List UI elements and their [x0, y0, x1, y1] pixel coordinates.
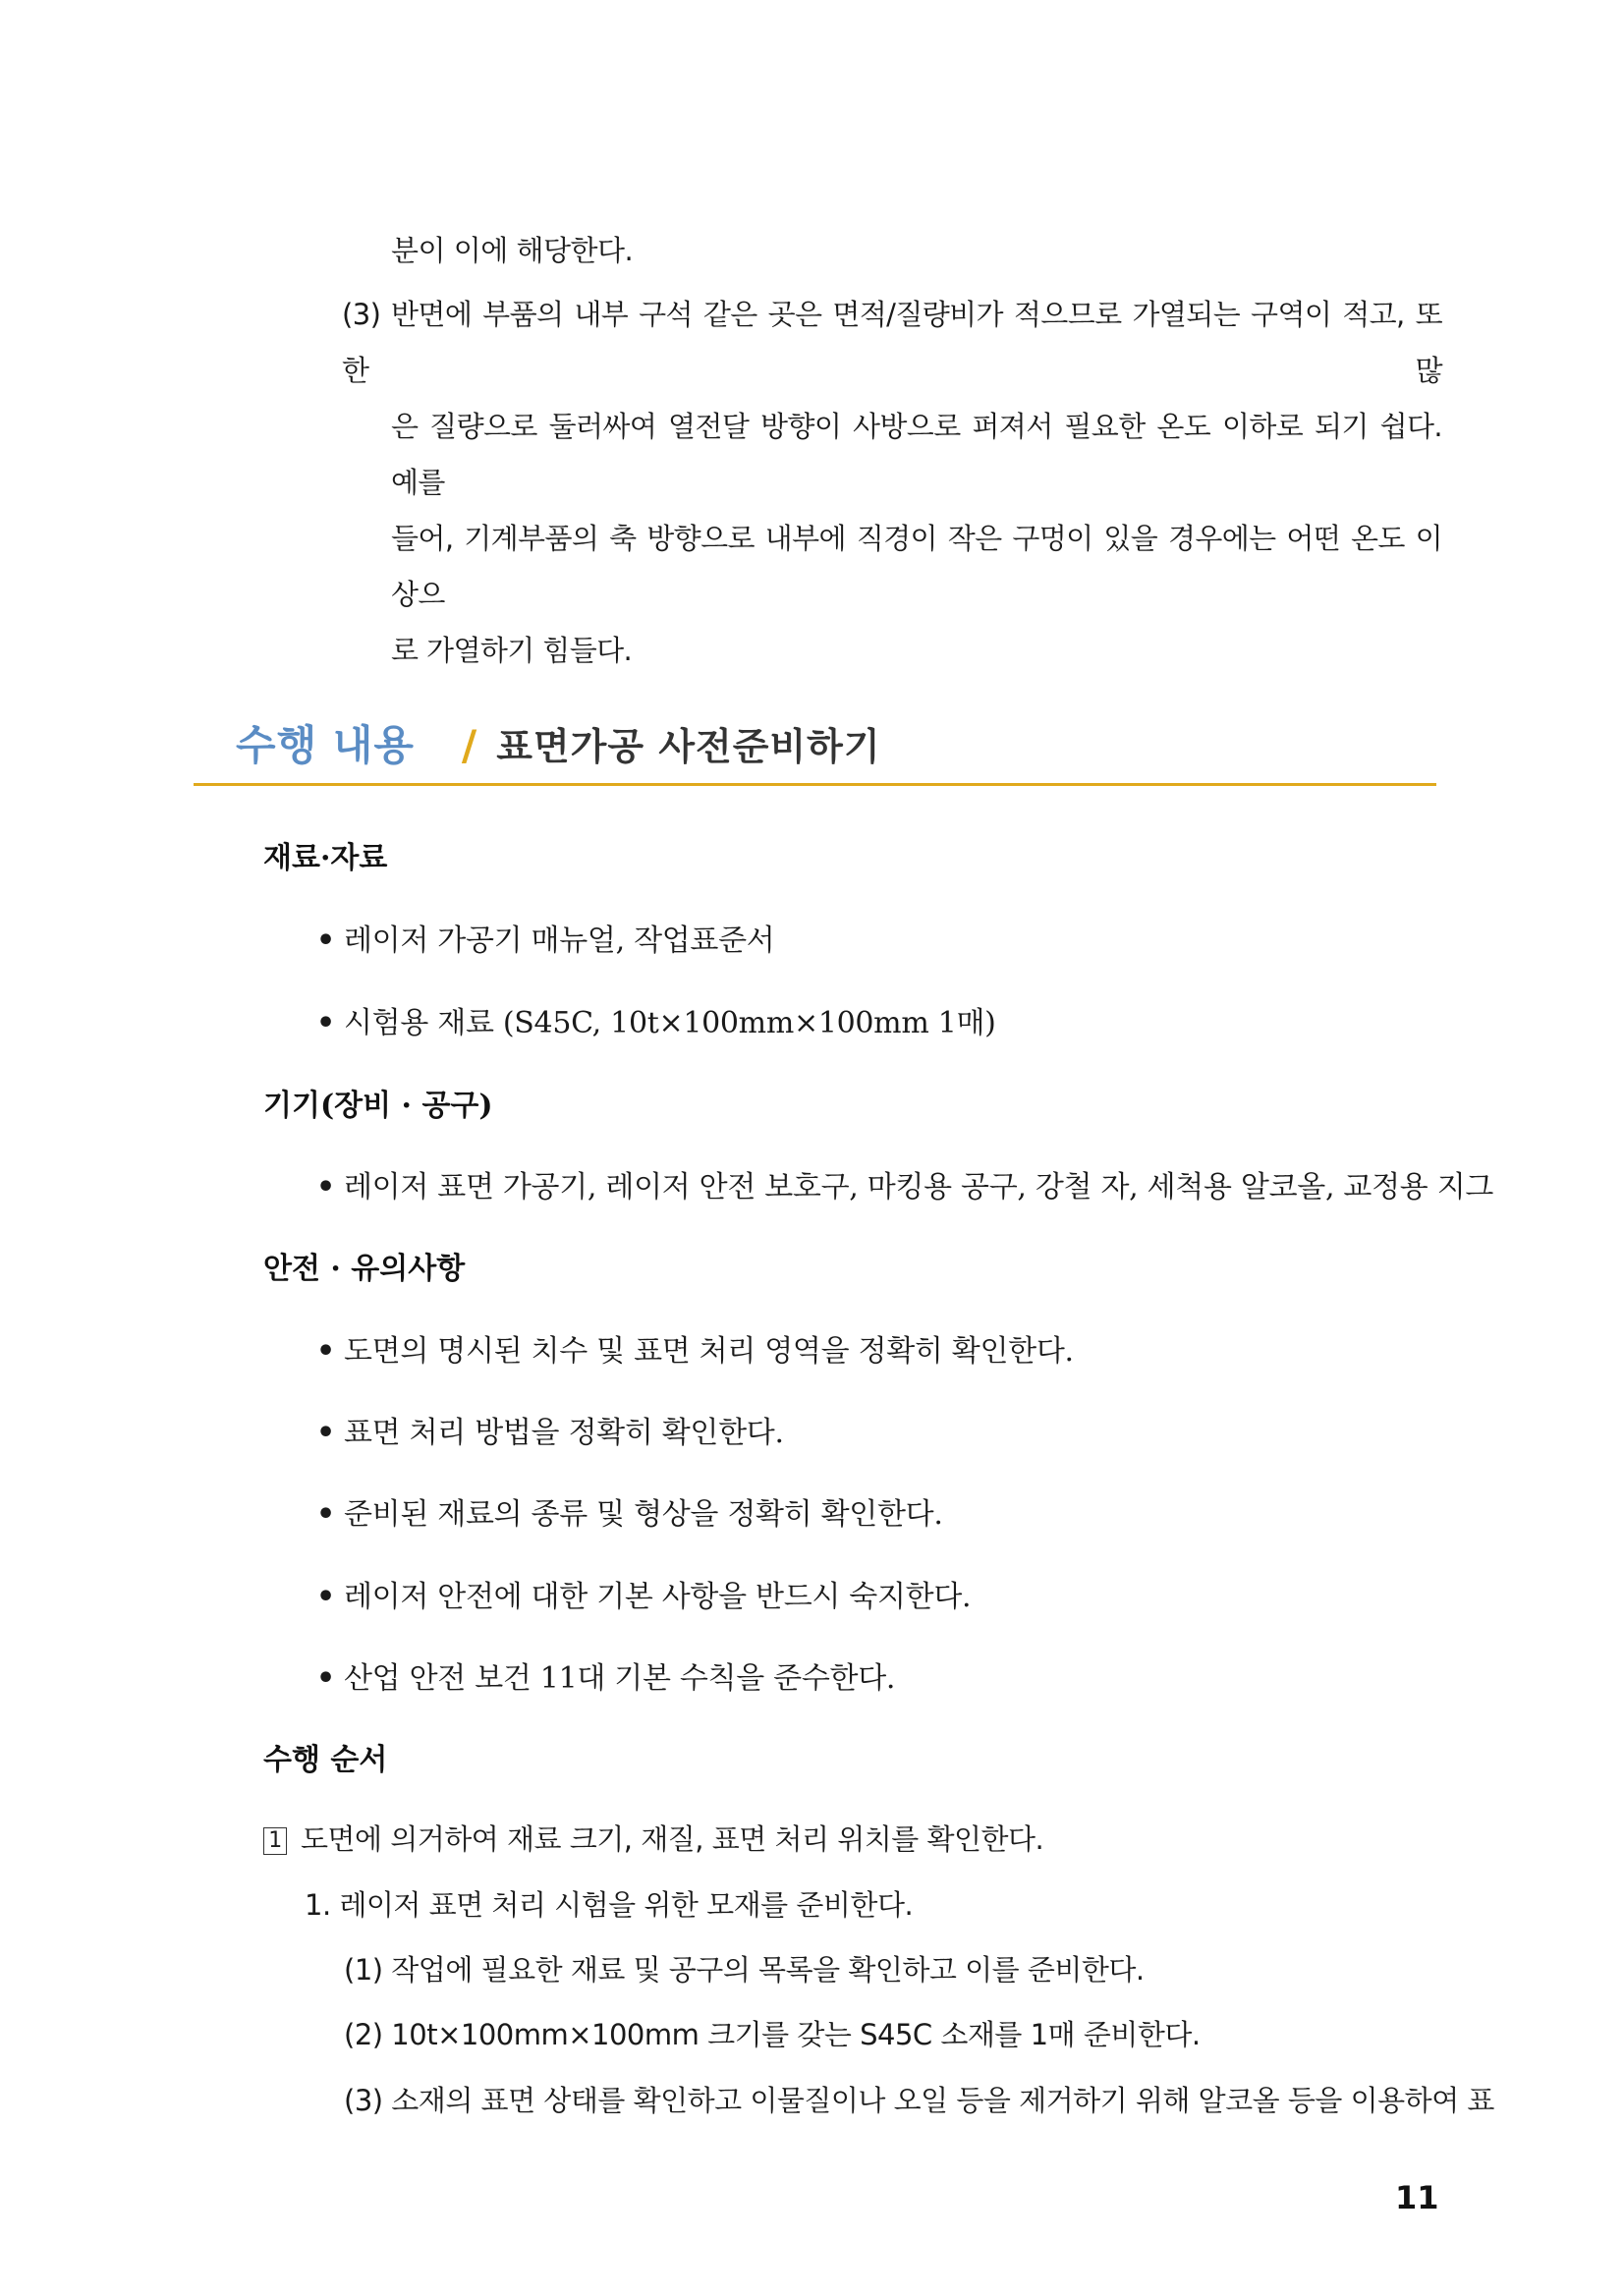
item3-line-2: 은 질량으로 둘러싸여 열전달 방향이 사방으로 퍼져서 필요한 온도 이하로 되기 쉽다. 예를: [391, 410, 1442, 499]
bullet-icon: •: [316, 1497, 335, 1532]
procedure-item: (1) 작업에 필요한 재료 및 공구의 목록을 확인하고 이를 준비한다.: [344, 1953, 1145, 1987]
section-header: [236, 713, 881, 776]
item3-marker: (3): [342, 298, 381, 331]
bullet-icon: •: [316, 1580, 335, 1614]
section-divider: [194, 783, 1436, 786]
procedure-heading: 수행 순서: [263, 1743, 388, 1777]
safety-heading: 안전 · 유의사항: [263, 1252, 466, 1286]
item3-line-3: 들어, 기계부품의 축 방향으로 내부에 직경이 작은 구멍이 있을 경우에는 어떤 온도 이상으: [391, 522, 1442, 611]
procedure-item: (2) 10t×100mm×100mm 크기를 갖는 S45C 소재를 1매 준비한다.: [344, 2018, 1201, 2051]
continuation-text: 분이 이에 해당한다.: [391, 234, 634, 267]
intro-item-3: [342, 287, 1442, 679]
materials-heading: 재료·자료: [263, 841, 388, 875]
step-number-box: 1: [263, 1827, 287, 1855]
page-number: 11: [1395, 2179, 1439, 2216]
materials-item: • 레이저 가공기 매뉴얼, 작업표준서: [316, 924, 775, 958]
safety-item: • 표면 처리 방법을 정확히 확인한다.: [316, 1416, 784, 1450]
bullet-icon: •: [316, 1416, 335, 1450]
procedure-item: (3) 소재의 표면 상태를 확인하고 이물질이나 오일 등을 제거하기 위해 알코올 등을 이용하여 표: [344, 2084, 1494, 2117]
bullet-icon: •: [316, 1661, 335, 1696]
equipment-heading: 기기(장비 · 공구): [263, 1089, 493, 1123]
safety-item: • 레이저 안전에 대한 기본 사항을 반드시 숙지한다.: [316, 1580, 972, 1614]
section-subtitle: 표면가공 사전준비하기: [496, 725, 881, 768]
bullet-icon: •: [316, 1170, 335, 1204]
equipment-item: • 레이저 표면 가공기, 레이저 안전 보호구, 마킹용 공구, 강철 자, 세척용 알코올, 교정용 지그: [316, 1170, 1494, 1204]
item3-line-1: (3) 반면에 부품의 내부 구석 같은 곳은 면적/질량비가 적으므로 가열되는 구역이 적고, 또한 많: [342, 287, 1442, 399]
section-title: 수행 내용: [236, 721, 415, 769]
bullet-icon: •: [316, 924, 335, 958]
materials-item: • 시험용 재료 (S45C, 10t×100mm×100mm 1매): [316, 1006, 996, 1040]
bullet-icon: •: [316, 1334, 335, 1369]
safety-item: • 산업 안전 보건 11대 기본 수칙을 준수한다.: [316, 1661, 896, 1696]
safety-item: • 도면의 명시된 치수 및 표면 처리 영역을 정확히 확인한다.: [316, 1334, 1074, 1369]
procedure-substep-1: 1. 레이저 표면 처리 시험을 위한 모재를 준비한다.: [305, 1888, 914, 1922]
safety-item: • 준비된 재료의 종류 및 형상을 정확히 확인한다.: [316, 1497, 943, 1532]
section-slash: /: [461, 721, 477, 769]
item3-line-4: 로 가열하기 힘들다.: [391, 634, 633, 667]
procedure-step-1: 1 도면에 의거하여 재료 크기, 재질, 표면 처리 위치를 확인한다.: [263, 1818, 1043, 1858]
bullet-icon: •: [316, 1006, 335, 1040]
